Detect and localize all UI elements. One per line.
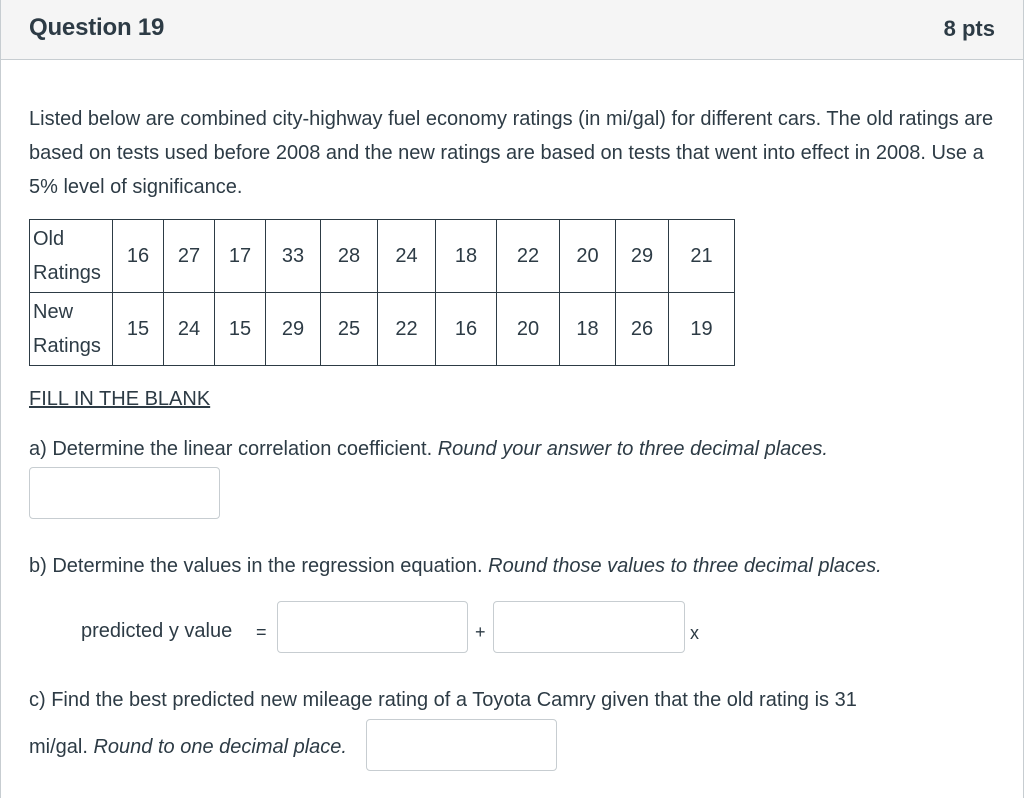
question-title: Question 19 xyxy=(29,14,165,41)
table-cell: 22 xyxy=(497,220,560,293)
camry-prediction-input[interactable] xyxy=(366,719,557,771)
fill-in-blank-label: FILL IN THE BLANK xyxy=(29,388,211,410)
table-cell: 18 xyxy=(560,293,616,366)
part-c-instruction: Round to one decimal place. xyxy=(93,736,347,758)
table-cell: 29 xyxy=(616,220,669,293)
plus-sign: + xyxy=(475,622,486,642)
table-cell: 15 xyxy=(113,293,164,366)
table-cell: 29 xyxy=(266,293,321,366)
part-b-prompt xyxy=(29,555,882,578)
table-cell: 33 xyxy=(266,220,321,293)
table-cell: 22 xyxy=(378,293,436,366)
x-variable-label: x xyxy=(690,623,699,643)
part-c-text: mi/gal. xyxy=(29,736,94,758)
table-cell: 19 xyxy=(669,293,735,366)
part-a-instruction: Round your answer to three decimal places. xyxy=(437,438,828,460)
table-cell: 17 xyxy=(215,220,266,293)
correlation-answer-input[interactable] xyxy=(29,467,220,519)
table-cell: 20 xyxy=(560,220,616,293)
part-c-prompt-line2 xyxy=(29,736,347,759)
predicted-y-label: predicted y value xyxy=(81,620,233,642)
table-cell: 27 xyxy=(164,220,215,293)
table-cell: 16 xyxy=(436,293,497,366)
table-cell: 21 xyxy=(669,220,735,293)
table-cell: 24 xyxy=(164,293,215,366)
part-b-instruction: Round those values to three decimal places. xyxy=(488,555,882,577)
table-cell: 24 xyxy=(378,220,436,293)
part-a-prompt xyxy=(29,438,828,461)
table-cell: 18 xyxy=(436,220,497,293)
row-label-new xyxy=(30,293,113,366)
question-text: Listed below are combined city-highway fuel economy ratings (in mi/gal) for different cars. The old ratings are based on tests used before 2008 and the new ratings are based on tests that went into effect in 2008. Use a 5% level of significance. xyxy=(29,108,994,198)
equals-sign: = xyxy=(256,622,267,642)
table-cell: 15 xyxy=(215,293,266,366)
row-label-line: New xyxy=(33,301,74,323)
table-cell: 26 xyxy=(616,293,669,366)
table-cell: 28 xyxy=(321,220,378,293)
question-points: 8 pts xyxy=(943,16,995,41)
table-row-old xyxy=(30,220,735,293)
part-c-prompt-line1: c) Find the best predicted new mileage rating of a Toyota Camry given that the old rating is 31 xyxy=(29,689,857,711)
part-a-text: a) Determine the linear correlation coefficient. xyxy=(29,438,438,460)
table-cell: 25 xyxy=(321,293,378,366)
table-cell: 16 xyxy=(113,220,164,293)
row-label-line: Ratings xyxy=(33,335,101,357)
table-row-new xyxy=(30,293,735,366)
slope-answer-input[interactable] xyxy=(493,601,685,653)
row-label-line: Old xyxy=(33,228,65,250)
table-cell: 20 xyxy=(497,293,560,366)
ratings-table xyxy=(29,219,735,366)
intercept-answer-input[interactable] xyxy=(277,601,468,653)
row-label-line: Ratings xyxy=(33,262,101,284)
question-header xyxy=(1,0,1023,60)
part-b-text: b) Determine the values in the regression equation. xyxy=(29,555,489,577)
row-label-old xyxy=(30,220,113,293)
